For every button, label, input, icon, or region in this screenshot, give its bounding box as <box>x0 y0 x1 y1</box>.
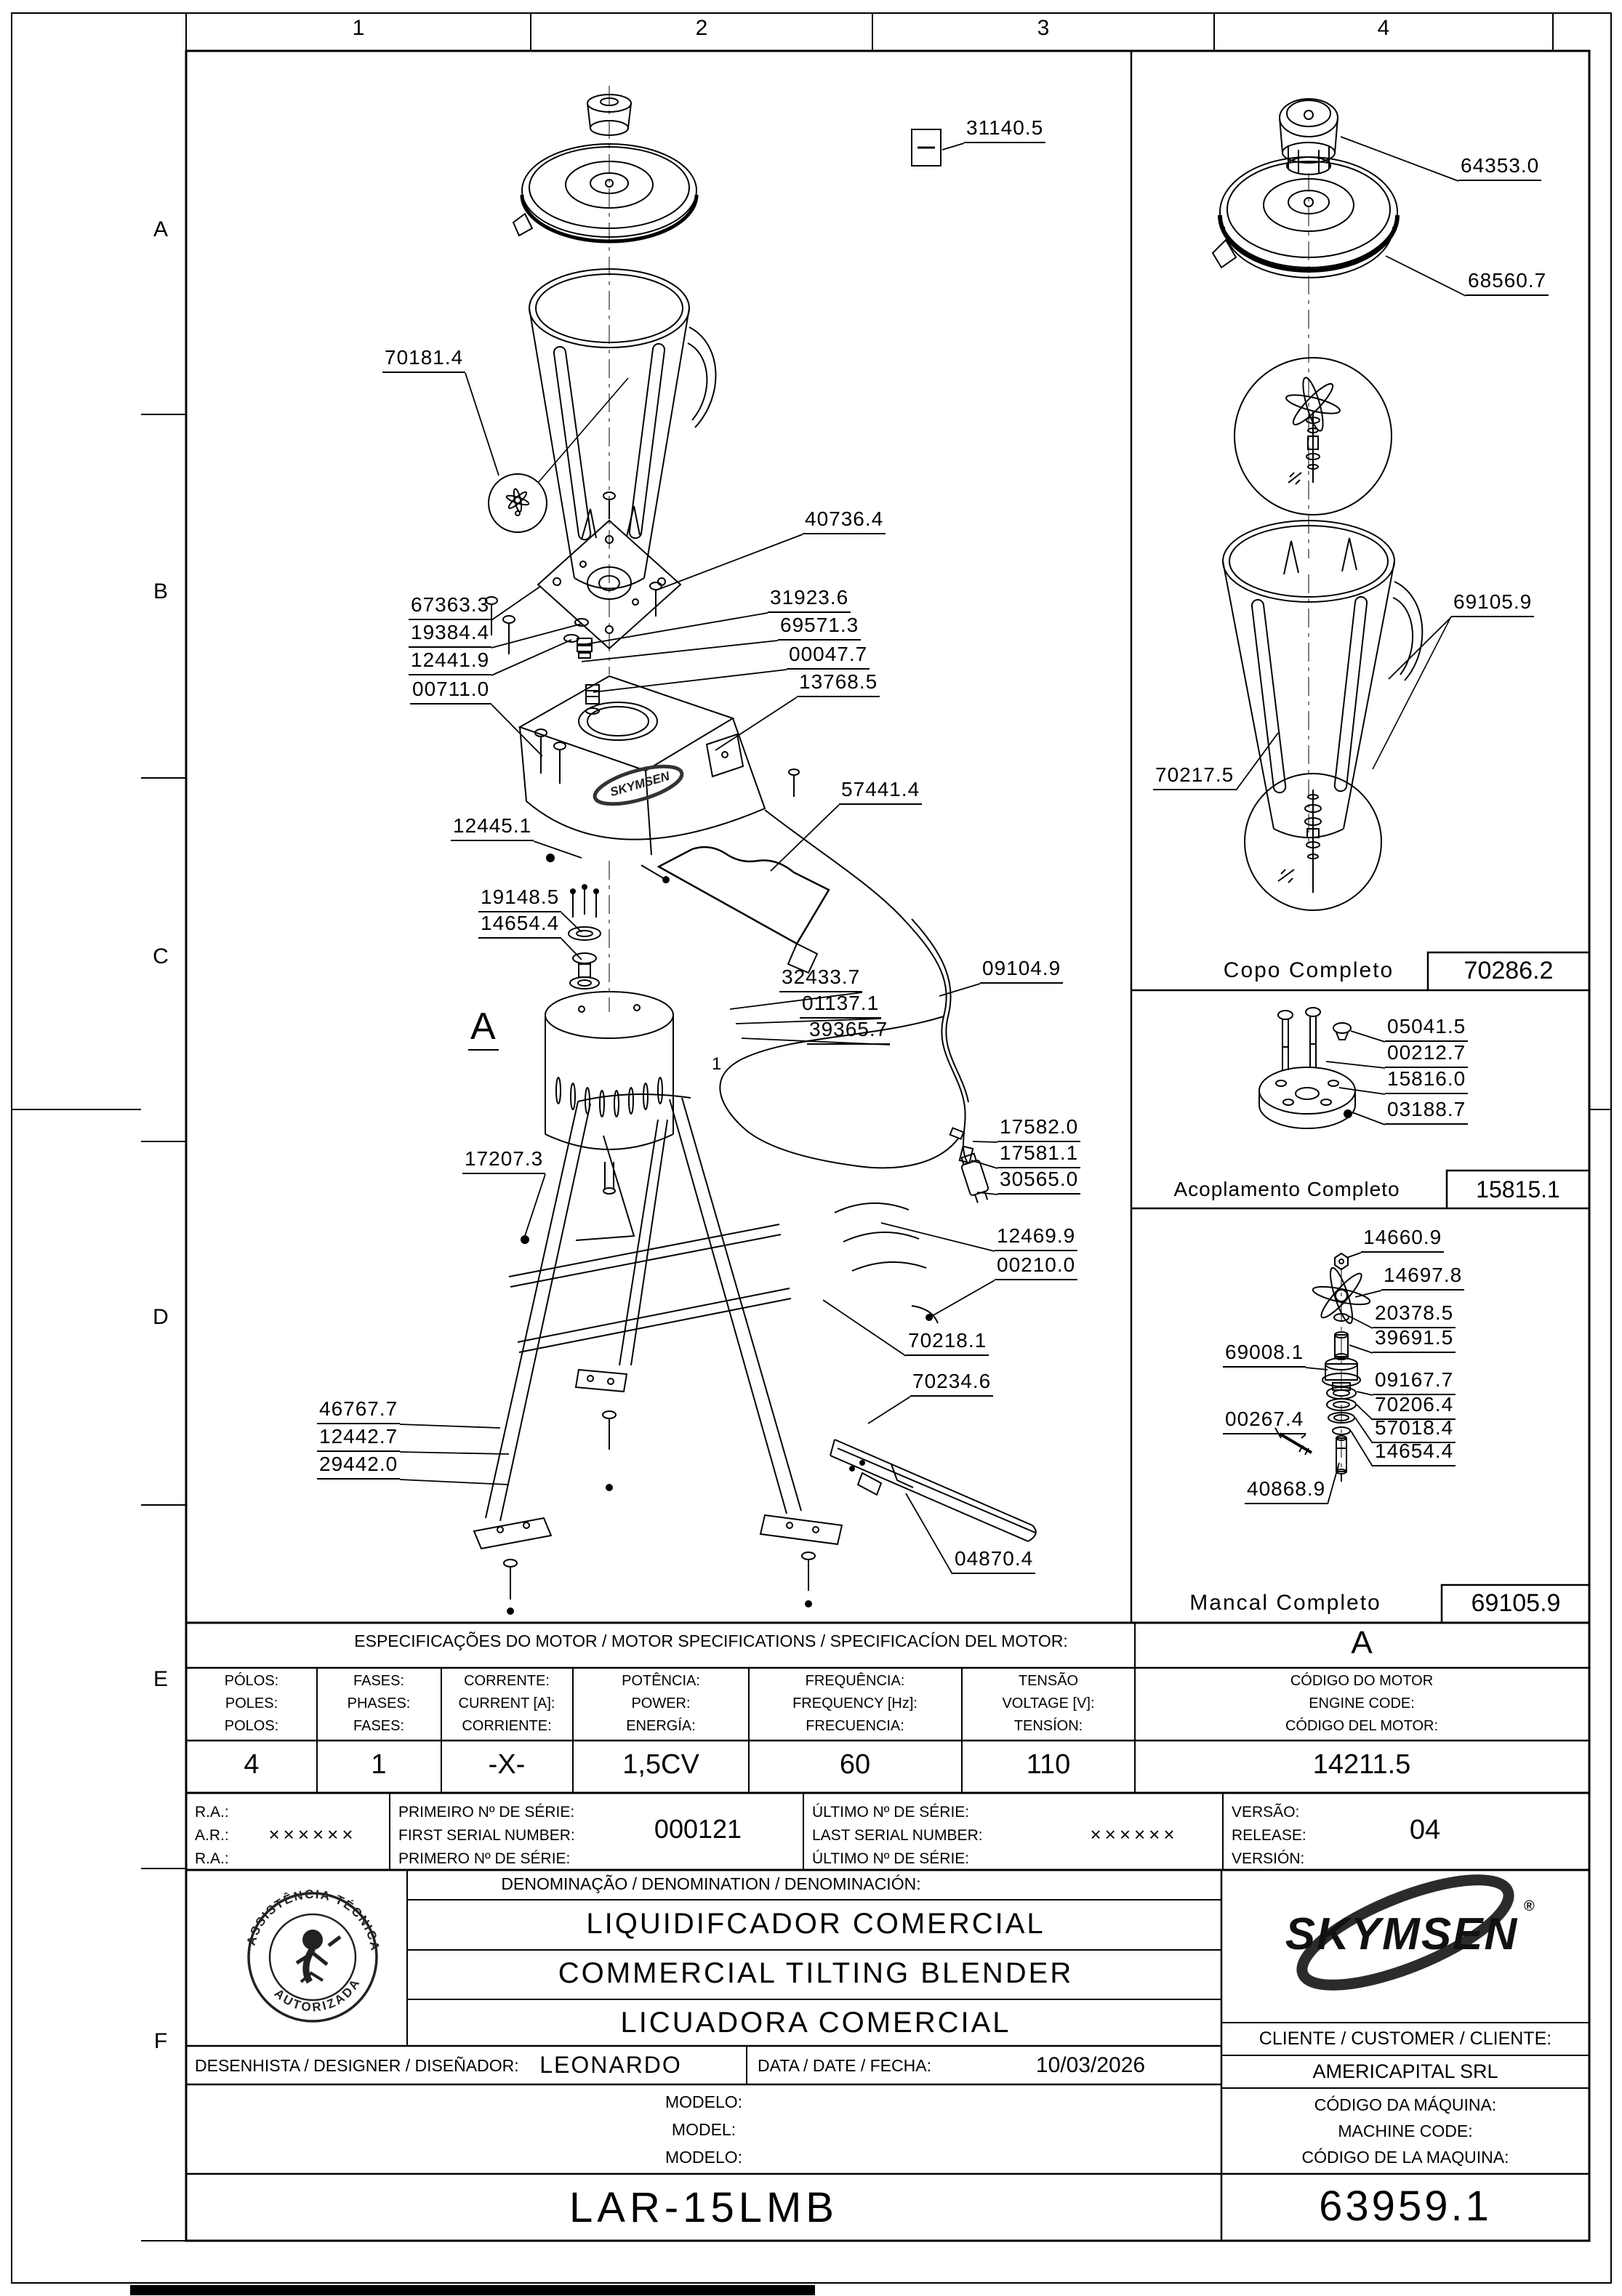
ra-label-2: A.R.: <box>195 1827 229 1844</box>
ra-value: ×××××× <box>268 1823 357 1845</box>
model-label-1: MODELO: <box>665 2092 743 2111</box>
col-current-l3: CORRIENTE: <box>462 1718 552 1734</box>
model-label-3: MODELO: <box>665 2148 743 2167</box>
col-poles-l2: POLES: <box>225 1695 278 1711</box>
part-callout: 14697.8 <box>1381 1265 1464 1291</box>
ruler-col-3: 3 <box>1037 16 1050 40</box>
col-poles-l3: POLOS: <box>224 1718 279 1734</box>
motor-table-header: ESPECIFICAÇÕES DO MOTOR / MOTOR SPECIFICATIONS / SPECIFICACÍON DEL MOTOR: <box>354 1631 1068 1650</box>
part-callout: 39365.7 <box>807 1019 890 1045</box>
ruler-row-e: E <box>153 1667 169 1691</box>
col-power-l1: POTÊNCIA: <box>622 1673 700 1689</box>
part-callout: 20378.5 <box>1373 1303 1456 1328</box>
ruler-col-2: 2 <box>695 16 708 40</box>
value-engine-code: 14211.5 <box>1312 1749 1411 1780</box>
version-label-1: VERSÃO: <box>1232 1804 1300 1821</box>
part-callout: 03188.7 <box>1385 1099 1468 1125</box>
value-voltage: 110 <box>1026 1749 1071 1780</box>
part-callout: 70217.5 <box>1153 765 1236 790</box>
skymsen-logo: SKYMSEN <box>1285 1909 1519 1959</box>
panel-label-copo: Copo Completo <box>1223 958 1394 982</box>
client-header: CLIENTE / CUSTOMER / CLIENTE: <box>1258 2028 1552 2049</box>
part-callout: 17582.0 <box>997 1117 1080 1142</box>
ruler-row-f: F <box>153 2029 168 2053</box>
version-label-3: VERSIÓN: <box>1232 1850 1305 1867</box>
part-callout: 40736.4 <box>803 509 886 534</box>
part-callout: 39691.5 <box>1373 1328 1456 1353</box>
part-callout: 67363.3 <box>409 595 491 620</box>
title-pt: LIQUIDIFCADOR COMERCIAL <box>586 1908 1045 1940</box>
ra-label-3: R.A.: <box>195 1850 229 1867</box>
col-voltage-l1: TENSÃO <box>1018 1673 1079 1689</box>
part-callout: 12441.9 <box>409 650 491 675</box>
date-label: DATA / DATE / FECHA: <box>758 2056 931 2075</box>
part-callout: 09104.9 <box>980 958 1063 984</box>
col-phases-l3: FASES: <box>353 1718 405 1734</box>
col-enginecode-l3: CÓDIGO DEL MOTOR: <box>1285 1718 1439 1734</box>
value-power: 1,5CV <box>622 1749 699 1780</box>
part-callout: 00711.0 <box>410 679 491 705</box>
col-phases-l2: PHASES: <box>347 1695 411 1711</box>
last-serial-value: ×××××× <box>1090 1823 1179 1845</box>
model-code: LAR-15LMB <box>569 2184 838 2231</box>
part-callout: 29442.0 <box>317 1454 400 1480</box>
part-callout: 17207.3 <box>462 1149 545 1174</box>
col-frequency-l2: FREQUENCY [Hz]: <box>792 1695 918 1711</box>
machine-code-label-1: CÓDIGO DA MÁQUINA: <box>1314 2095 1497 2114</box>
first-serial-value: 000121 <box>654 1814 742 1844</box>
last-serial-label-1: ÚLTIMO Nº DE SÉRIE: <box>812 1804 970 1821</box>
stamp-text-bottom: AUTORIZADA <box>271 1975 364 2015</box>
first-serial-label-3: PRIMERO Nº DE SÉRIE: <box>398 1850 571 1867</box>
panel-code-mancal: 69105.9 <box>1471 1589 1561 1617</box>
part-callout: A <box>468 1008 499 1051</box>
panel-code-acoplamento: 15815.1 <box>1476 1176 1560 1203</box>
part-callout: 57441.4 <box>839 779 922 805</box>
ruler-row-a: A <box>153 217 169 241</box>
part-callout: 64353.0 <box>1458 156 1541 181</box>
part-callout: 70206.4 <box>1373 1394 1456 1420</box>
first-serial-label-1: PRIMEIRO Nº DE SÉRIE: <box>398 1804 575 1821</box>
last-serial-label-2: LAST SERIAL NUMBER: <box>812 1827 983 1844</box>
logo-registered-mark: ® <box>1524 1898 1535 1914</box>
title-en: COMMERCIAL TILTING BLENDER <box>558 1957 1074 1989</box>
ruler-row-d: D <box>153 1305 169 1329</box>
date-value: 10/03/2026 <box>1035 2053 1146 2077</box>
part-callout: 12442.7 <box>317 1426 400 1452</box>
first-serial-label-2: FIRST SERIAL NUMBER: <box>398 1827 575 1844</box>
part-callout: 00267.4 <box>1223 1409 1306 1434</box>
last-serial-label-3: ÚLTIMO Nº DE SÉRIE: <box>812 1850 970 1867</box>
ruler-col-1: 1 <box>352 16 365 40</box>
col-poles-l1: PÓLOS: <box>224 1673 279 1689</box>
part-callout: 00212.7 <box>1385 1043 1468 1068</box>
machine-code-label-2: MACHINE CODE: <box>1338 2122 1473 2140</box>
version-value: 04 <box>1409 1815 1441 1845</box>
col-enginecode-l1: CÓDIGO DO MOTOR <box>1290 1673 1434 1689</box>
part-callout: 31140.5 <box>964 118 1045 143</box>
part-callout: 32433.7 <box>779 967 862 992</box>
ra-label-1: R.A.: <box>195 1804 229 1821</box>
part-callout: 57018.4 <box>1373 1418 1456 1443</box>
motor-table-revision: A <box>1351 1625 1373 1661</box>
part-callout: 1 <box>712 1054 723 1074</box>
version-label-2: RELEASE: <box>1232 1827 1306 1844</box>
panel-label-mancal: Mancal Completo <box>1189 1591 1381 1615</box>
machine-code-label-3: CÓDIGO DE LA MAQUINA: <box>1301 2148 1509 2167</box>
part-callout: 30565.0 <box>997 1169 1080 1195</box>
part-callout: 40868.9 <box>1245 1479 1328 1504</box>
panel-code-copo: 70286.2 <box>1464 957 1554 984</box>
title-es: LICUADORA COMERCIAL <box>620 2007 1011 2039</box>
part-callout: 12469.9 <box>995 1226 1077 1251</box>
machine-code-value: 63959.1 <box>1319 2183 1492 2230</box>
col-power-l3: ENERGÍA: <box>626 1718 696 1734</box>
part-callout: 12445.1 <box>451 816 534 841</box>
part-callout: 19148.5 <box>478 887 561 912</box>
value-phases: 1 <box>371 1749 387 1780</box>
part-callout: 04870.4 <box>952 1549 1035 1574</box>
value-poles: 4 <box>244 1749 260 1780</box>
part-callout: 00210.0 <box>995 1255 1077 1280</box>
col-frequency-l3: FRECUENCIA: <box>806 1718 904 1734</box>
part-callout: 13768.5 <box>797 672 880 697</box>
part-callout: 69571.3 <box>778 615 861 641</box>
col-phases-l1: FASES: <box>353 1673 405 1689</box>
value-frequency: 60 <box>839 1749 871 1780</box>
part-callout: 09167.7 <box>1373 1370 1456 1395</box>
part-callout: 15816.0 <box>1385 1069 1468 1094</box>
ruler-row-c: C <box>153 944 169 968</box>
col-voltage-l3: TENSÍON: <box>1013 1718 1083 1734</box>
designer-value: LEONARDO <box>539 2052 682 2078</box>
part-callout: 01137.1 <box>800 993 881 1019</box>
part-callout: 68560.7 <box>1466 270 1549 296</box>
part-callout: 17581.1 <box>997 1143 1080 1168</box>
value-current: -X- <box>488 1749 526 1780</box>
part-callout: 31923.6 <box>768 587 851 613</box>
part-callout: 14654.4 <box>1373 1441 1456 1466</box>
part-callout: 00047.7 <box>787 644 870 670</box>
part-callout: 19384.4 <box>409 622 491 648</box>
part-callout: 70181.4 <box>382 348 465 373</box>
part-callout: 69105.9 <box>1451 592 1534 617</box>
col-enginecode-l2: ENGINE CODE: <box>1309 1695 1415 1711</box>
part-callout: 69008.1 <box>1223 1342 1306 1368</box>
part-callout: 46767.7 <box>317 1399 400 1424</box>
part-callout: 05041.5 <box>1385 1016 1468 1042</box>
denomination-header: DENOMINAÇÃO / DENOMINATION / DENOMINACIÓN: <box>501 1874 921 1893</box>
stamp-text-top: ASSISTÊNCIA TÉCNICA <box>244 1887 382 1953</box>
part-callout: 70234.6 <box>910 1371 993 1397</box>
model-label-2: MODEL: <box>671 2120 736 2139</box>
part-callout: 14654.4 <box>478 913 561 939</box>
col-current-l2: CURRENT [A]: <box>458 1695 555 1711</box>
housing-logo: SKYMSEN <box>608 768 672 800</box>
panel-label-acoplamento: Acoplamento Completo <box>1173 1178 1400 1200</box>
ruler-col-4: 4 <box>1377 16 1390 40</box>
part-callout: 14660.9 <box>1361 1227 1444 1253</box>
col-frequency-l1: FREQUÊNCIA: <box>805 1673 905 1689</box>
col-voltage-l2: VOLTAGE [V]: <box>1002 1695 1095 1711</box>
part-callout: 70218.1 <box>906 1330 989 1356</box>
designer-label: DESENHISTA / DESIGNER / DISEÑADOR: <box>195 2056 519 2075</box>
col-power-l2: POWER: <box>631 1695 691 1711</box>
col-current-l1: CORRENTE: <box>464 1673 550 1689</box>
client-value: AMERICAPITAL SRL <box>1312 2060 1498 2082</box>
ruler-row-b: B <box>153 579 169 603</box>
